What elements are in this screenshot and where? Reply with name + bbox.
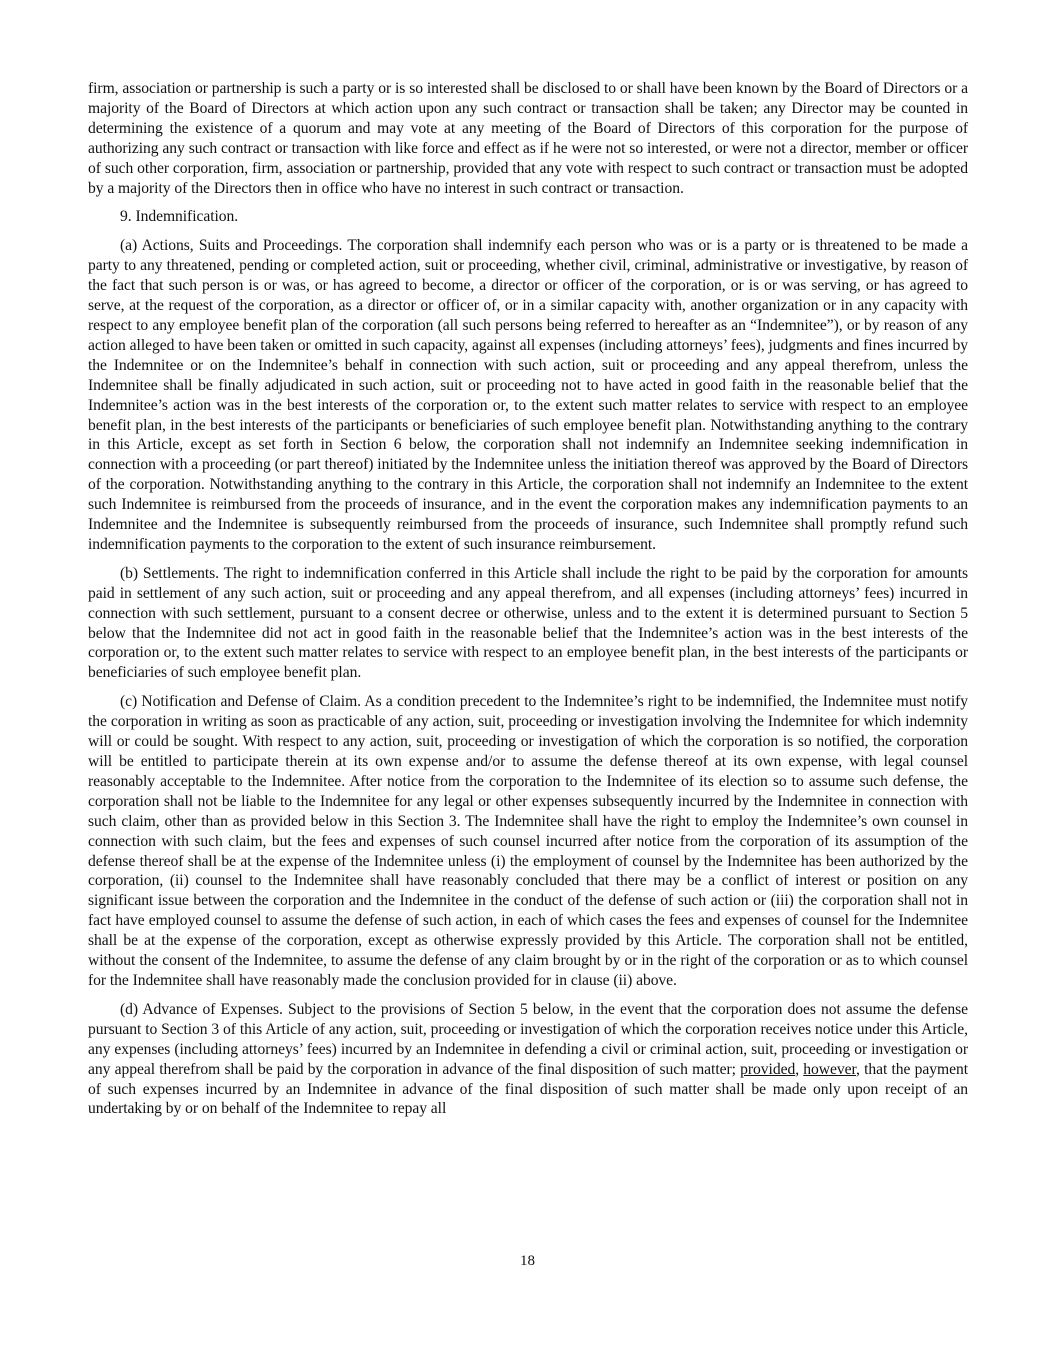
section-heading-indemnification: 9. Indemnification. <box>120 208 239 226</box>
paragraph-d-advance-of-expenses <box>88 1000 968 1119</box>
paragraph-d-comma: , <box>795 1060 804 1078</box>
provided-underlined-term: provided <box>740 1060 796 1078</box>
page-number: 18 <box>520 1253 535 1269</box>
paragraph-b-settlements: (b) Settlements. The right to indemnification conferred in this Article shall include the right to be paid by the corporation for amounts paid in settlement of any such action, suit or proceeding and any appeal therefrom, and all expenses (including attorneys’ fees) incurred in connection with such settlement, pursuant to a consent decree or otherwise, unless and to the extent it is determined pursuant to Section 5 below that the Indemnitee did not act in good faith in the reasonable belief that the Indemnitee’s action was in the best interests of the corporation or, to the extent such matter relates to service with respect to an employee benefit plan, in the best interests of the participants or beneficiaries of such employee benefit plan. <box>88 564 968 682</box>
document-page <box>88 79 968 1119</box>
paragraph-d-text-start: (d) Advance of Expenses. Subject to the provisions of Section 5 below, in the event that the corporation does not assume the defense pursuant to Section 3 of this Article of any action, suit, proceeding or investigation of which the corporation receives notice under this Article, any expenses (including attorneys’ fees) incurred by an Indemnitee in defending a civil or criminal action, suit, proceeding or investigation or any appeal therefrom shall be paid by the corporation in advance of the final disposition of such matter; <box>88 1000 968 1078</box>
however-underlined-term: however <box>803 1060 856 1078</box>
paragraph-a-actions-suits-proceedings: (a) Actions, Suits and Proceedings. The corporation shall indemnify each person who was or is a party or is threatened to be made a party to any threatened, pending or completed action, suit or proceeding, whether civil, criminal, administrative or investigative, by reason of the fact that such person is or was, or has agreed to become, a director or officer of the corporation, or is or was serving, or has agreed to serve, at the request of the corporation, as a director or officer of, or in a similar capacity with, another organization or in any capacity with respect to any employee benefit plan of the corporation (all such persons being referred to hereafter as an “Indemnitee”), or by reason of any action alleged to have been taken or omitted in such capacity, against all expenses (including attorneys’ fees), judgments and fines incurred by the Indemnitee or on the Indemnitee’s behalf in connection with such action, suit or proceeding and any appeal therefrom, unless the Indemnitee shall be finally adjudicated in such action, suit or proceeding not to have acted in good faith in the reasonable belief that the Indemnitee’s action was in the best interests of the corporation or, to the extent such matter relates to service with respect to an employee benefit plan, in the best interests of the participants or beneficiaries of such employee benefit plan. Notwithstanding anything to the contrary in this Article, except as set forth in Section 6 below, the corporation shall not indemnify an Indemnitee seeking indemnification in connection with a proceeding (or part thereof) initiated by the Indemnitee unless the initiation thereof was approved by the Board of Directors of the corporation. Notwithstanding anything to the contrary in this Article, the corporation shall not indemnify an Indemnitee to the extent such Indemnitee is reimbursed from the proceeds of insurance, and in the event the corporation makes any indemnification payments to an Indemnitee and the Indemnitee is subsequently reimbursed from the proceeds of insurance, such Indemnitee shall promptly refund such indemnification payments to the corporation to the extent of such insurance reimbursement. <box>88 237 968 553</box>
paragraph-d-text-end: , that the payment of such expenses incurred by an Indemnitee in advance of the final disposition of such matter shall be made only upon receipt of an undertaking by or on behalf of the Indemnitee to repay all <box>88 1060 968 1118</box>
paragraph-continuation: firm, association or partnership is such a party or is so interested shall be disclosed to or shall have been known by the Board of Directors or a majority of the Board of Directors at which action upon any such contract or transaction shall be taken; any Director may be counted in determining the existence of a quorum and may vote at any meeting of the Board of Directors of this corporation for the purpose of authorizing any such contract or transaction with like force and effect as if he were not so interested, or were not a director, member or officer of such other corporation, firm, association or partnership, provided that any vote with respect to such contract or transaction must be adopted by a majority of the Directors then in office who have no interest in such contract or transaction. <box>88 80 968 197</box>
paragraph-c-notification-defense: (c) Notification and Defense of Claim. As a condition precedent to the Indemnitee’s right to be indemnified, the Indemnitee must notify the corporation in writing as soon as practicable of any action, suit, proceeding or investigation involving the Indemnitee for which indemnity will or could be sought. With respect to any action, suit, proceeding or investigation of which the corporation is so notified, the corporation will be entitled to participate therein at its own expense and/or to assume the defense thereof at its own expense, with legal counsel reasonably acceptable to the Indemnitee. After notice from the corporation to the Indemnitee of its election so to assume such defense, the corporation shall not be liable to the Indemnitee for any legal or other expenses subsequently incurred by the Indemnitee in connection with such claim, other than as provided below in this Section 3. The Indemnitee shall have the right to employ the Indemnitee’s own counsel in connection with such claim, but the fees and expenses of such counsel incurred after notice from the corporation of its assumption of the defense thereof shall be at the expense of the Indemnitee unless (i) the employment of counsel by the Indemnitee has been authorized by the corporation, (ii) counsel to the Indemnitee shall have reasonably concluded that there may be a conflict of interest or position on any significant issue between the corporation and the Indemnitee in the conduct of the defense of such action or (iii) the corporation shall not in fact have employed counsel to assume the defense of such action, in each of which cases the fees and expenses of counsel for the Indemnitee shall be at the expense of the corporation, except as otherwise expressly provided by this Article. The corporation shall not be entitled, without the consent of the Indemnitee, to assume the defense of any claim brought by or in the right of the corporation or as to which counsel for the Indemnitee shall have reasonably made the conclusion provided for in clause (ii) above. <box>88 693 968 989</box>
